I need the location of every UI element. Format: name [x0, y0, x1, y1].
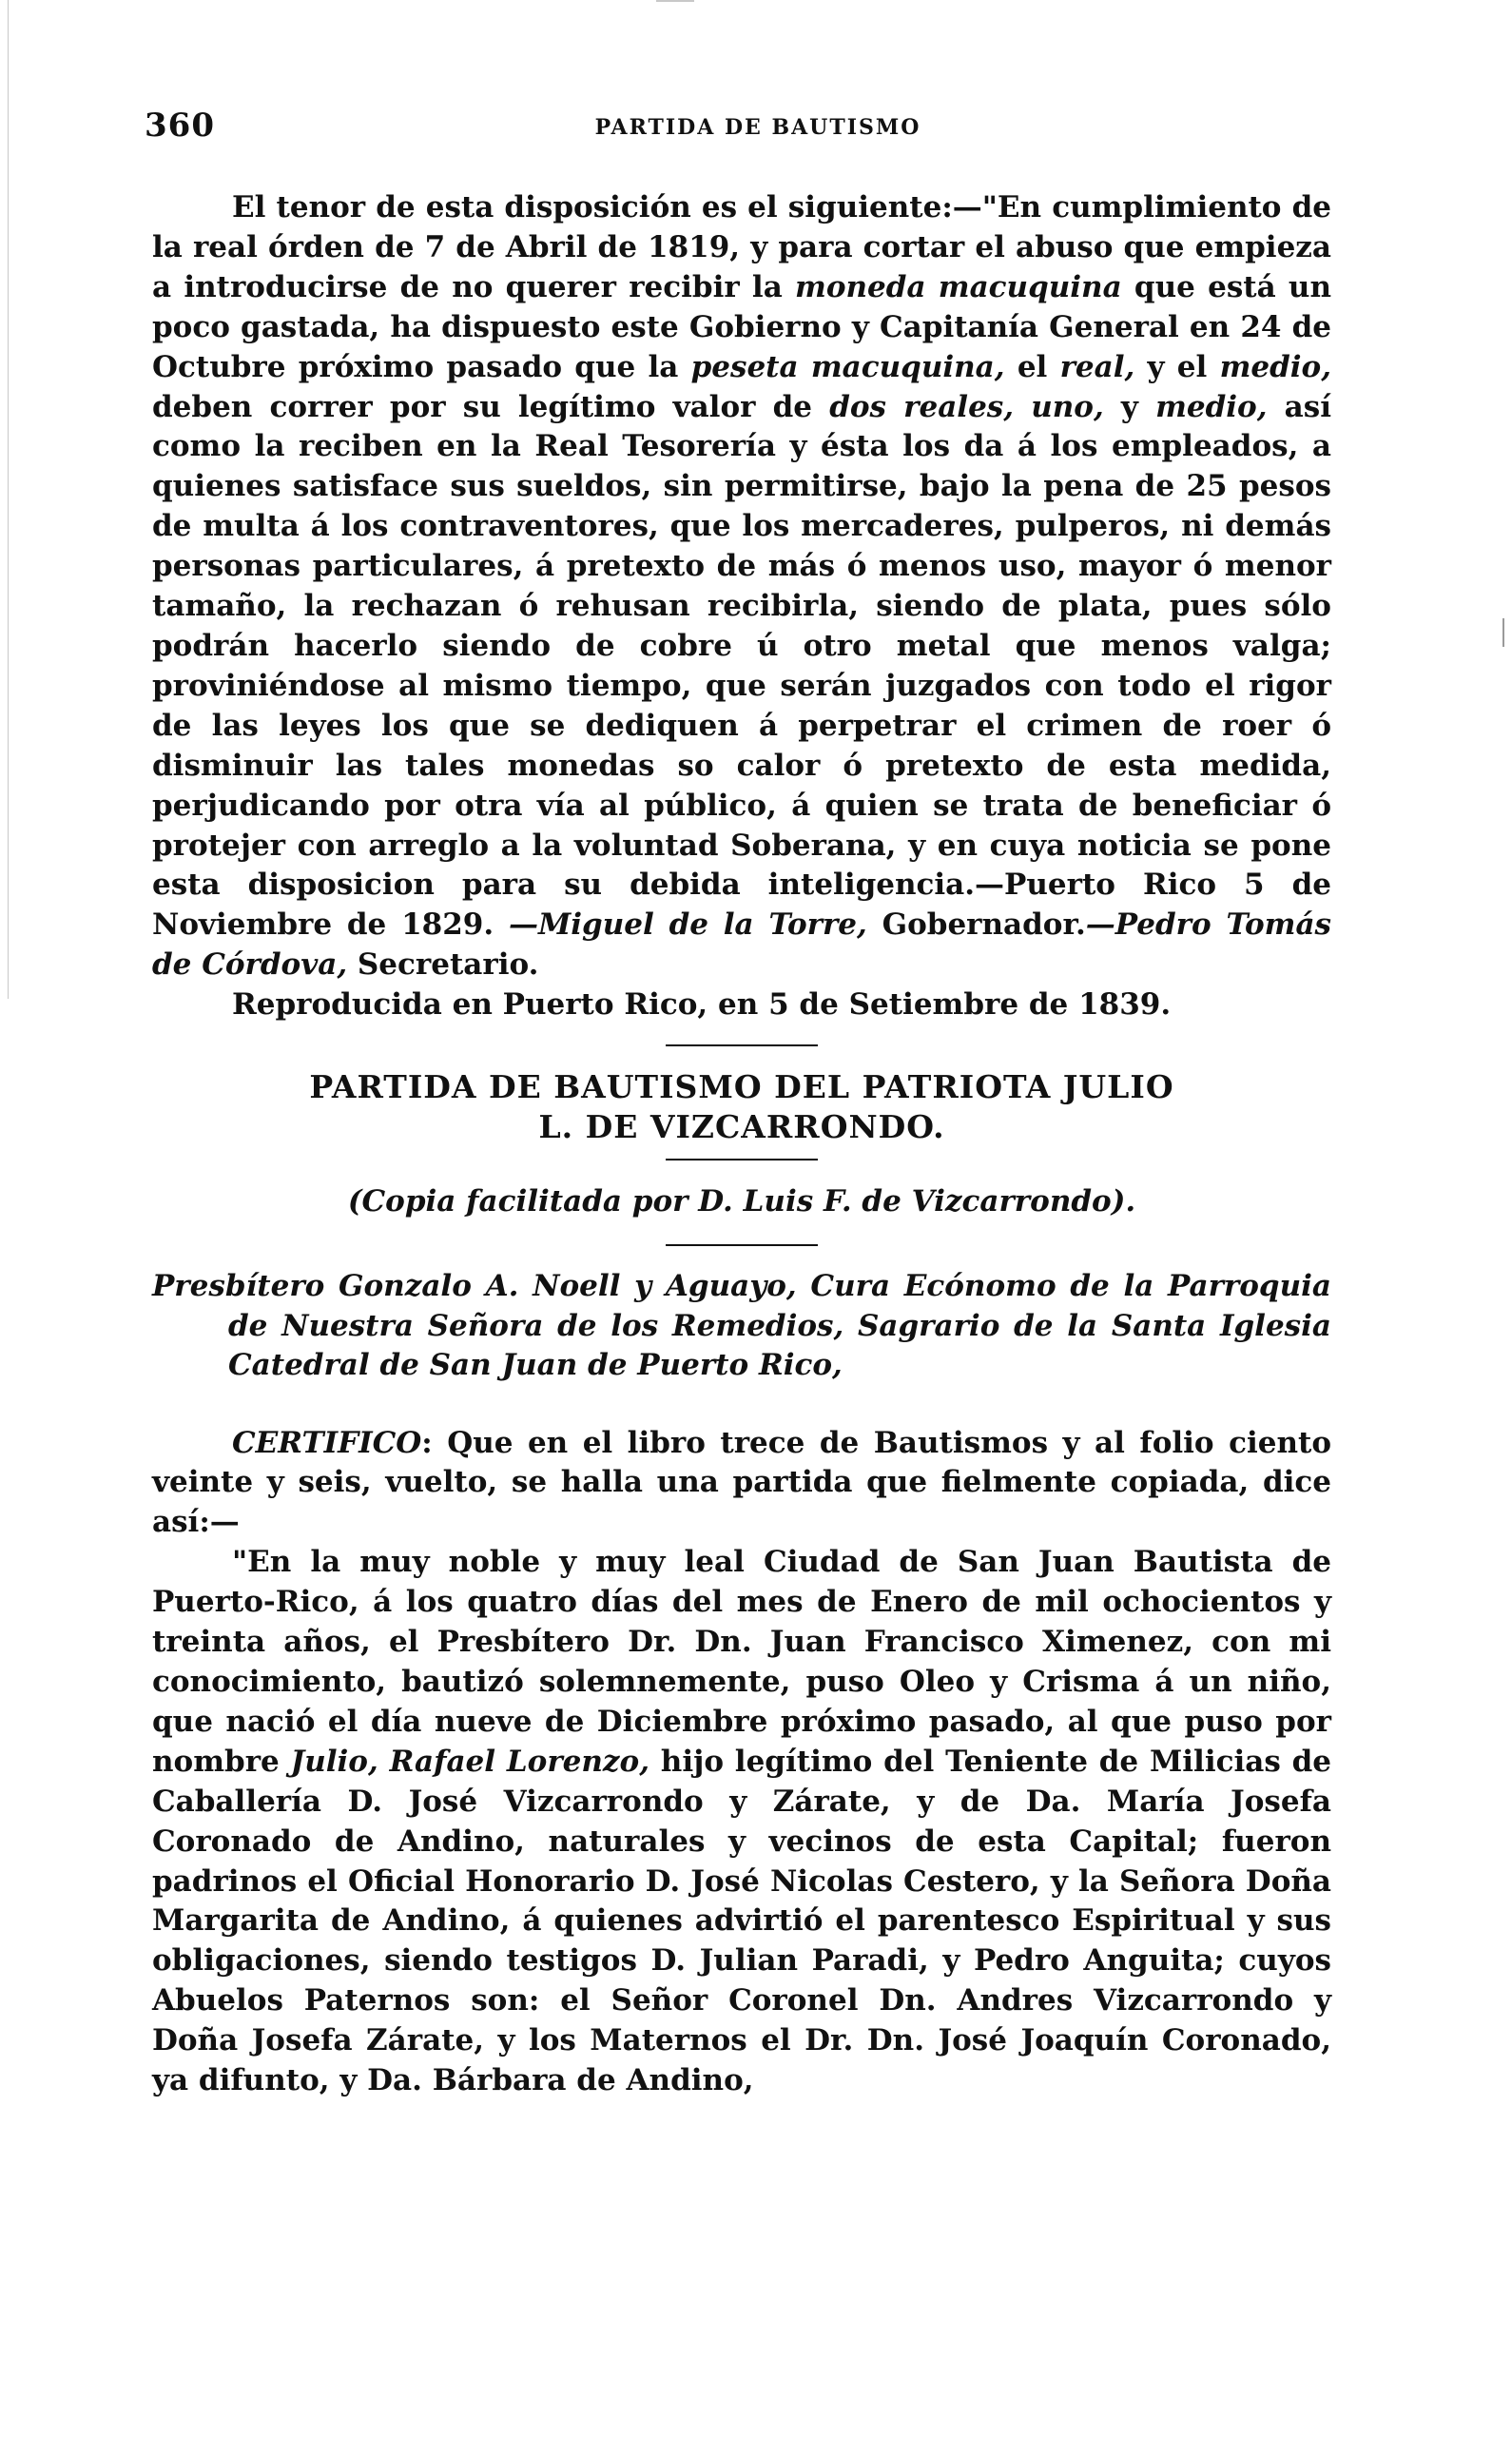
- scan-mark: [656, 0, 694, 2]
- italic-term: peseta macuquina,: [690, 349, 1005, 384]
- text-run: así como la reciben en la Real Tesorería y ésta los da á los empleados, a quienes satisface sus sueldos, sin permitirse, bajo la pena de 25 pesos de multa á los contraventores, que los mercaderes, pulperos, ni demás personas particulares, á pretexto de más ó menos uso, mayor ó menor tamaño, la rechazan ó rehusan recibirla, siendo de plata, pues sólo podrán hacerlo siendo de cobre ú otro metal que menos valga; proviniéndose al mismo tiempo, que serán juzgados con todo el rigor de las leyes los que se dediquen á perpetrar el crimen de roer ó disminuir las tales monedas so calor ó pretexto de esta medida, perjudicando por otra vía al público, á quien se trata de beneficiar ó protejer con arreglo a la voluntad Soberana, y en cuya noticia se pone esta disposicion para su debida inteligencia.—Puerto Rico 5 de Noviembre de 1829.: [152, 389, 1332, 943]
- text-run: deben correr por su legítimo valor de: [152, 389, 830, 424]
- certificate-label: CERTIFICO: [232, 1425, 422, 1460]
- baptism-record-paragraph: [152, 1543, 1331, 2101]
- signatory-name: —Miguel de la Torre,: [508, 907, 867, 943]
- italic-term: dos reales, uno,: [829, 389, 1104, 424]
- italic-term: medio,: [1155, 389, 1268, 424]
- text-run: "En la muy noble y muy leal Ciudad de San Juan Bautista de Puerto-Rico, á los quatro días del mes de Enero de mil ochocientos y treinta años, el Presbítero Dr. Dn. Juan Francisco Ximenez, con mi conocimiento, bautizó solemnemente, puso Oleo y Crisma á un niño, que nació el día nueve de Diciembre próximo pasado, al que puso por nombre: [152, 1545, 1331, 1779]
- scan-mark: [1502, 618, 1504, 647]
- section-heading: [152, 1067, 1331, 1147]
- section-rule: [666, 1044, 818, 1046]
- certificate-paragraph: [152, 1424, 1331, 1544]
- spacer: [152, 1386, 1331, 1424]
- text-run: y: [1103, 389, 1156, 424]
- text-run: y el: [1134, 349, 1220, 384]
- text-run: que está un poco gastada, ha dispuesto este Gobierno y Capitanía General en 24 de Octubre próximo pasado que la: [152, 269, 1331, 384]
- reproduction-note: Reproducida en Puerto Rico, en 5 de Setiembre de 1839.: [232, 987, 1172, 1023]
- signatory-name: —Pedro Tomás de Córdova,: [152, 907, 1331, 983]
- page-header: [145, 107, 1371, 154]
- text-run: hijo legítimo del Teniente de Milicias de Caballería D. José Vizcarrondo y Zárate, y de Da. María Josefa Coronado de Andino, naturales y vecinos de esta Capital; fueron padrinos el Oficial Honorario D. José Nicolas Cestero, y la Señora Doña Margarita de Andino, á quienes advirtió el parentesco Espiritual y sus obligaciones, siendo testigos D. Julian Paradi, y Pedro Anguita; cuyos Abuelos Paternos son: el Señor Coronel Dn. Andres Vizcarrondo y Doña Josefa Zárate, y los Maternos el Dr. Dn. José Joaquín Coronado, ya difunto, y Da. Bárbara de Andino,: [152, 1744, 1331, 2098]
- page-number: 360: [145, 107, 215, 145]
- baptized-name: Julio, Rafael Lorenzo,: [290, 1744, 649, 1779]
- section-heading-line: L. DE VIZCARRONDO.: [538, 1108, 945, 1146]
- text-run: El tenor de esta disposición es el siguiente:—"En cumplimiento de la real órden de 7 de Abril de 1819, y para cortar el abuso que empieza a introducirse de no querer recibir la: [152, 190, 1331, 304]
- running-head: PARTIDA DE BAUTISMO: [594, 115, 921, 140]
- italic-term: medio,: [1219, 349, 1332, 384]
- section-rule: [666, 1244, 818, 1246]
- presbyter-title: Presbítero Gonzalo A. Noell y Aguayo, Cura Ecónomo de la Parroquia de Nuestra Señora de los Remedios, Sagrario de la Santa Iglesia Catedral de San Juan de Puerto Rico,: [152, 1269, 1331, 1383]
- italic-term: moneda macuquina: [795, 269, 1122, 304]
- text-run: Secretario.: [347, 947, 539, 983]
- text-run: Gobernador.: [866, 907, 1086, 943]
- scan-edge: [8, 0, 9, 999]
- text-run: el: [1004, 349, 1060, 384]
- section-rule: [666, 1159, 818, 1160]
- italic-term: real,: [1059, 349, 1135, 384]
- source-note: (Copia facilitada por D. Luis F. de Vizcarrondo).: [347, 1184, 1136, 1219]
- section-heading-line: PARTIDA DE BAUTISMO DEL PATRIOTA JULIO: [309, 1068, 1174, 1106]
- page-body: [152, 188, 1331, 2101]
- decree-paragraph: [152, 188, 1331, 985]
- text-run: : Que en el libro trece de Bautismos y al folio ciento veinte y seis, vuelto, se halla una partida que fielmente copiada, dice así:—: [152, 1425, 1331, 1540]
